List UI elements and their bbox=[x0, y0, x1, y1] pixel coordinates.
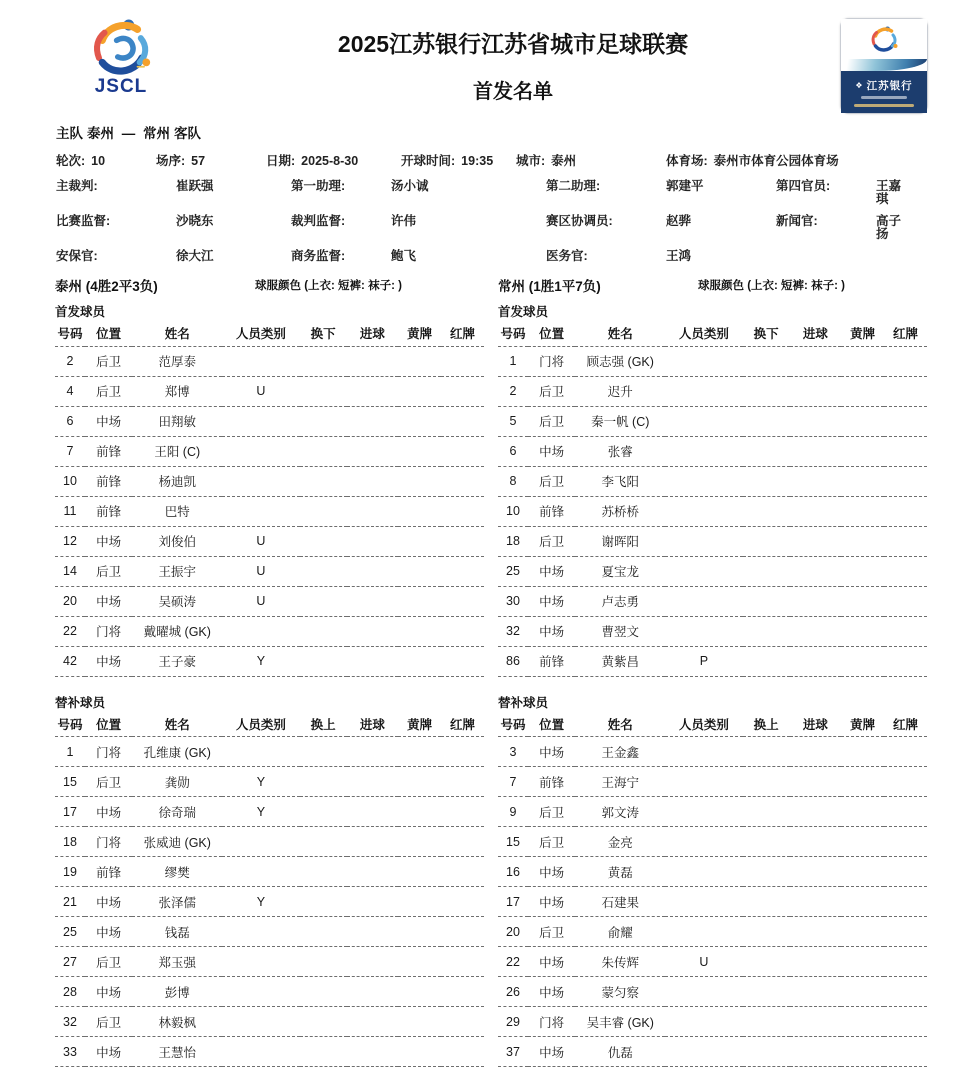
player-row: 14 后卫 王振宇 U bbox=[55, 556, 484, 586]
column-header: 姓名 bbox=[132, 321, 222, 346]
city-info: 城市: 泰州 bbox=[516, 151, 666, 169]
bank-badge bbox=[840, 18, 928, 114]
official-value: 徐大江 bbox=[176, 250, 291, 263]
column-header: 位置 bbox=[85, 712, 132, 737]
column-header-row bbox=[498, 712, 927, 737]
player-row: 12 中场 刘俊伯 U bbox=[55, 526, 484, 556]
player-row: 29 门将 吴丰睿 (GK) bbox=[498, 1007, 927, 1037]
badge-small-text bbox=[861, 96, 907, 99]
official-label bbox=[776, 250, 876, 263]
column-header: 位置 bbox=[528, 712, 575, 737]
player-row: 20 后卫 俞耀 bbox=[498, 917, 927, 947]
bank-diamond-icon: ❖ bbox=[855, 81, 863, 90]
home-kit-colors: 球服颜色 (上衣: 短裤: 袜子: ) bbox=[255, 277, 402, 293]
official-label: 主裁判: bbox=[56, 180, 176, 206]
column-header: 人员类别 bbox=[665, 321, 742, 346]
away-team: 常州 bbox=[143, 126, 170, 141]
title-block bbox=[186, 12, 840, 104]
column-header: 进球 bbox=[790, 712, 841, 737]
player-row: 15 后卫 金亮 bbox=[498, 827, 927, 857]
official-value: 沙晓东 bbox=[176, 215, 291, 241]
official-label: 第一助理: bbox=[291, 180, 391, 206]
player-row: 25 中场 夏宝龙 bbox=[498, 556, 927, 586]
home-label: 主队 bbox=[56, 126, 83, 141]
column-header: 进球 bbox=[347, 321, 398, 346]
player-row: 16 中场 黄磊 bbox=[498, 857, 927, 887]
player-row: 1 门将 孔维康 (GK) bbox=[55, 737, 484, 767]
player-row: 22 中场 朱传辉 U bbox=[498, 947, 927, 977]
official-value: 汤小诚 bbox=[391, 180, 546, 206]
player-row: 26 中场 蒙匀察 bbox=[498, 977, 927, 1007]
player-row: 4 后卫 郑博 U bbox=[55, 376, 484, 406]
column-header: 人员类别 bbox=[222, 712, 299, 737]
official-label: 比赛监督: bbox=[56, 215, 176, 241]
page-subtitle: 首发名单 bbox=[186, 75, 840, 104]
player-row: 7 前锋 王海宁 bbox=[498, 767, 927, 797]
player-row: 3 中场 王金鑫 bbox=[498, 737, 927, 767]
column-header: 黄牌 bbox=[841, 712, 884, 737]
player-row: 8 后卫 李飞阳 bbox=[498, 466, 927, 496]
player-row: 32 后卫 林毅枫 bbox=[55, 1007, 484, 1037]
column-header: 换下 bbox=[300, 321, 347, 346]
official-label: 第四官员: bbox=[776, 180, 876, 206]
player-row: 10 前锋 苏桥桥 bbox=[498, 496, 927, 526]
match-order-info: 场序: 57 bbox=[156, 151, 266, 169]
player-row: 18 门将 张威迪 (GK) bbox=[55, 827, 484, 857]
kickoff-info: 开球时间: 19:35 bbox=[401, 151, 516, 169]
player-row: 10 前锋 杨迪凯 bbox=[55, 466, 484, 496]
bank-badge-logo-icon bbox=[841, 19, 927, 59]
player-row: 32 中场 曹翌文 bbox=[498, 616, 927, 646]
home-subs-title: 替补球员 bbox=[55, 693, 484, 712]
official-value: 高子扬 bbox=[876, 215, 902, 241]
player-row: 2 后卫 范厚泰 bbox=[55, 346, 484, 376]
official-label: 安保官: bbox=[56, 250, 176, 263]
bank-logo bbox=[841, 71, 927, 113]
home-starters-title: 首发球员 bbox=[55, 302, 484, 321]
away-starters-table bbox=[498, 321, 927, 677]
official-value: 赵骅 bbox=[666, 215, 776, 241]
column-header: 红牌 bbox=[441, 712, 484, 737]
home-subs-table bbox=[55, 712, 484, 1067]
column-header-row bbox=[55, 321, 484, 346]
column-header: 姓名 bbox=[575, 321, 665, 346]
player-row: 21 中场 张泽儒 Y bbox=[55, 887, 484, 917]
player-row: 42 中场 王子豪 Y bbox=[55, 646, 484, 676]
official-value: 王嘉琪 bbox=[876, 180, 902, 206]
column-header: 黄牌 bbox=[398, 712, 441, 737]
column-header: 换上 bbox=[300, 712, 347, 737]
away-team-panel bbox=[498, 275, 927, 1067]
column-header: 红牌 bbox=[884, 712, 927, 737]
player-row: 1 门将 顾志强 (GK) bbox=[498, 346, 927, 376]
column-header: 姓名 bbox=[132, 712, 222, 737]
official-value: 许伟 bbox=[391, 215, 546, 241]
column-header: 黄牌 bbox=[841, 321, 884, 346]
home-team-name-record: 泰州 (4胜2平3负) bbox=[55, 279, 158, 294]
column-header: 黄牌 bbox=[398, 321, 441, 346]
column-header: 号码 bbox=[498, 321, 528, 346]
away-starters-title: 首发球员 bbox=[498, 302, 927, 321]
official-label: 医务官: bbox=[546, 250, 666, 263]
jscl-swirl-icon bbox=[88, 16, 154, 78]
column-header: 换上 bbox=[743, 712, 790, 737]
bank-name: 江苏银行 bbox=[867, 78, 913, 93]
away-label: 客队 bbox=[174, 126, 201, 141]
column-header-row bbox=[55, 712, 484, 737]
header bbox=[0, 0, 958, 120]
badge-swoosh bbox=[841, 59, 927, 71]
home-starters-table bbox=[55, 321, 484, 677]
player-row: 28 中场 彭博 bbox=[55, 977, 484, 1007]
column-header: 换下 bbox=[743, 321, 790, 346]
column-header: 位置 bbox=[528, 321, 575, 346]
player-row: 9 后卫 郭文涛 bbox=[498, 797, 927, 827]
away-subs-table bbox=[498, 712, 927, 1067]
column-header: 位置 bbox=[85, 321, 132, 346]
column-header: 红牌 bbox=[441, 321, 484, 346]
player-row: 11 前锋 巴特 bbox=[55, 496, 484, 526]
teams-line bbox=[0, 122, 958, 142]
player-row: 27 后卫 郑玉强 bbox=[55, 947, 484, 977]
away-kit-colors: 球服颜色 (上衣: 短裤: 袜子: ) bbox=[698, 277, 845, 293]
page-title: 2025江苏银行江苏省城市足球联赛 bbox=[186, 26, 840, 59]
player-row: 20 中场 吴硕涛 U bbox=[55, 586, 484, 616]
player-row: 7 前锋 王阳 (C) bbox=[55, 436, 484, 466]
player-row: 17 中场 石建果 bbox=[498, 887, 927, 917]
badge-small-text bbox=[854, 104, 914, 107]
player-row: 6 中场 张睿 bbox=[498, 436, 927, 466]
round-info: 轮次: 10 bbox=[56, 151, 156, 169]
official-label: 赛区协调员: bbox=[546, 215, 666, 241]
official-value: 崔跃强 bbox=[176, 180, 291, 206]
column-header: 人员类别 bbox=[665, 712, 742, 737]
jscl-logo-text: JSCL bbox=[56, 76, 186, 98]
player-row: 6 中场 田翔敏 bbox=[55, 406, 484, 436]
rosters bbox=[0, 275, 958, 1067]
official-value: 郭建平 bbox=[666, 180, 776, 206]
column-header: 红牌 bbox=[884, 321, 927, 346]
player-row: 5 后卫 秦一帆 (C) bbox=[498, 406, 927, 436]
away-team-name-record: 常州 (1胜1平7负) bbox=[498, 279, 601, 294]
column-header: 人员类别 bbox=[222, 321, 299, 346]
stadium-info: 体育场: 泰州市体育公园体育场 bbox=[666, 151, 902, 169]
match-info-line bbox=[0, 151, 958, 169]
column-header: 进球 bbox=[790, 321, 841, 346]
column-header-row bbox=[498, 321, 927, 346]
away-subs-title: 替补球员 bbox=[498, 693, 927, 712]
column-header: 号码 bbox=[55, 712, 85, 737]
player-row: 19 前锋 缪樊 bbox=[55, 857, 484, 887]
official-label: 商务监督: bbox=[291, 250, 391, 263]
official-value: 鲍飞 bbox=[391, 250, 546, 263]
player-row: 2 后卫 迟升 bbox=[498, 376, 927, 406]
date-info: 日期: 2025-8-30 bbox=[266, 151, 401, 169]
home-team: 泰州 bbox=[87, 126, 114, 141]
player-row: 15 后卫 龚勋 Y bbox=[55, 767, 484, 797]
player-row: 33 中场 王慧怡 bbox=[55, 1037, 484, 1067]
official-value bbox=[876, 250, 902, 263]
column-header: 进球 bbox=[347, 712, 398, 737]
player-row: 30 中场 卢志勇 bbox=[498, 586, 927, 616]
official-label: 裁判监督: bbox=[291, 215, 391, 241]
separator: — bbox=[122, 126, 136, 141]
official-label: 第二助理: bbox=[546, 180, 666, 206]
column-header: 号码 bbox=[498, 712, 528, 737]
player-row: 25 中场 钱磊 bbox=[55, 917, 484, 947]
player-row: 22 门将 戴曜城 (GK) bbox=[55, 616, 484, 646]
official-label: 新闻官: bbox=[776, 215, 876, 241]
column-header: 号码 bbox=[55, 321, 85, 346]
column-header: 姓名 bbox=[575, 712, 665, 737]
jscl-logo bbox=[56, 12, 186, 98]
player-row: 18 后卫 谢晖阳 bbox=[498, 526, 927, 556]
player-row: 86 前锋 黄紫昌 P bbox=[498, 646, 927, 676]
player-row: 17 中场 徐奇瑞 Y bbox=[55, 797, 484, 827]
player-row: 37 中场 仇磊 bbox=[498, 1037, 927, 1067]
official-value: 王鸿 bbox=[666, 250, 776, 263]
officials-grid bbox=[0, 180, 958, 263]
home-team-panel bbox=[55, 275, 484, 1067]
